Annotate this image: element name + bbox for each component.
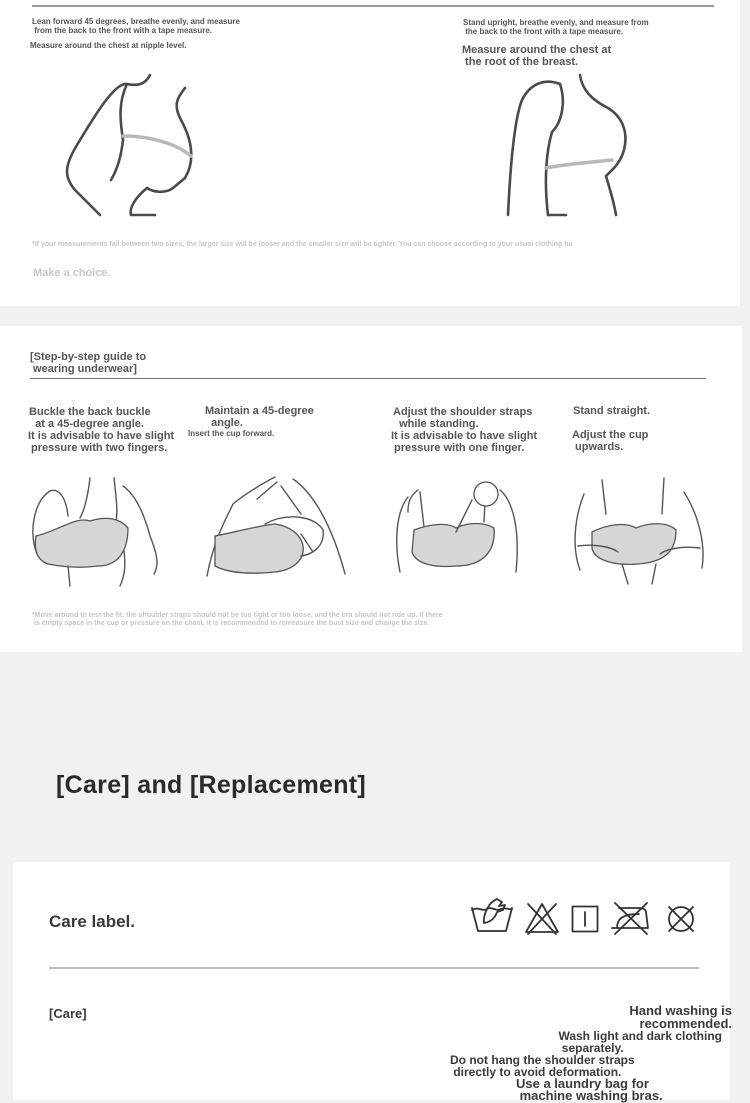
care-divider [49,967,699,969]
step-4-illustration [572,474,707,586]
care-heading: [Care] and [Replacement] [56,771,367,799]
step-3-tip: It is advisable to have slight pressure with one finger. [391,430,538,454]
choice-text: Make a choice. [33,267,111,279]
step-3-illustration [390,472,525,587]
care-instruction-3: Do not hang the shoulder straps directly to avoid deformation. [450,1053,635,1079]
wearing-guide-title: [Step-by-step guide to wearing underwear] [30,351,147,375]
step-2-title: Maintain a 45-degree angle. [205,405,314,429]
size-note: *If your measurements fall between two sizes, the larger size will be looser and the smaller size will be tighter. You can choose according to your usual clothing ha [32,241,573,248]
step-3-title: Adjust the shoulder straps while standing. [393,406,533,430]
line-dry-icon [571,905,599,933]
care-panel [13,862,732,1103]
do-not-iron-icon [609,900,651,936]
right-instruction: Stand upright, breathe evenly, and measure from the back to the front with a tape measure. [463,18,649,36]
do-not-tumble-dry-icon [666,904,696,934]
step-1-illustration [28,476,163,588]
step-1-title: Buckle the back buckle at a 45-degree angle. [29,406,151,430]
top-divider [32,5,714,7]
left-instruction: Lean forward 45 degrees, breathe evenly, and measure from the back to the front with a tape measure. [32,17,240,35]
step-2-illustration [205,474,350,586]
care-section-label: [Care] [49,1006,87,1021]
left-caption: Measure around the chest at nipple level. [30,41,187,50]
step-4-tip: Adjust the cup upwards. [572,429,649,453]
care-instruction-1: Hand washing is recommended. [629,1003,732,1031]
right-caption: Measure around the chest at the root of the breast. [462,44,612,68]
care-instruction-2: Wash light and dark clothing separately. [558,1029,722,1055]
wearing-guide-panel [0,326,742,652]
care-label-title: Care label. [49,912,135,931]
step-4-title: Stand straight. [573,405,651,417]
hand-wash-icon [469,896,515,934]
leaning-torso-illustration [55,70,205,220]
step-2-tip: Insert the cup forward. [188,429,275,438]
care-instruction-4: Use a laundry bag for machine washing bras. [516,1076,663,1103]
do-not-bleach-icon [524,900,560,936]
guide-divider [30,378,706,379]
measurement-panel [0,0,740,306]
fit-note: *Move around to test the fit, the shoulder straps should not be too tight or too loose, and the bra should not ride up. If there is empty space in the cup or pressure on the chest, it is recommended to remeasure the bust size and change the size. [32,612,443,627]
upright-torso-illustration [500,72,640,222]
step-1-tip: It is advisable to have slight pressure with two fingers. [28,430,175,454]
